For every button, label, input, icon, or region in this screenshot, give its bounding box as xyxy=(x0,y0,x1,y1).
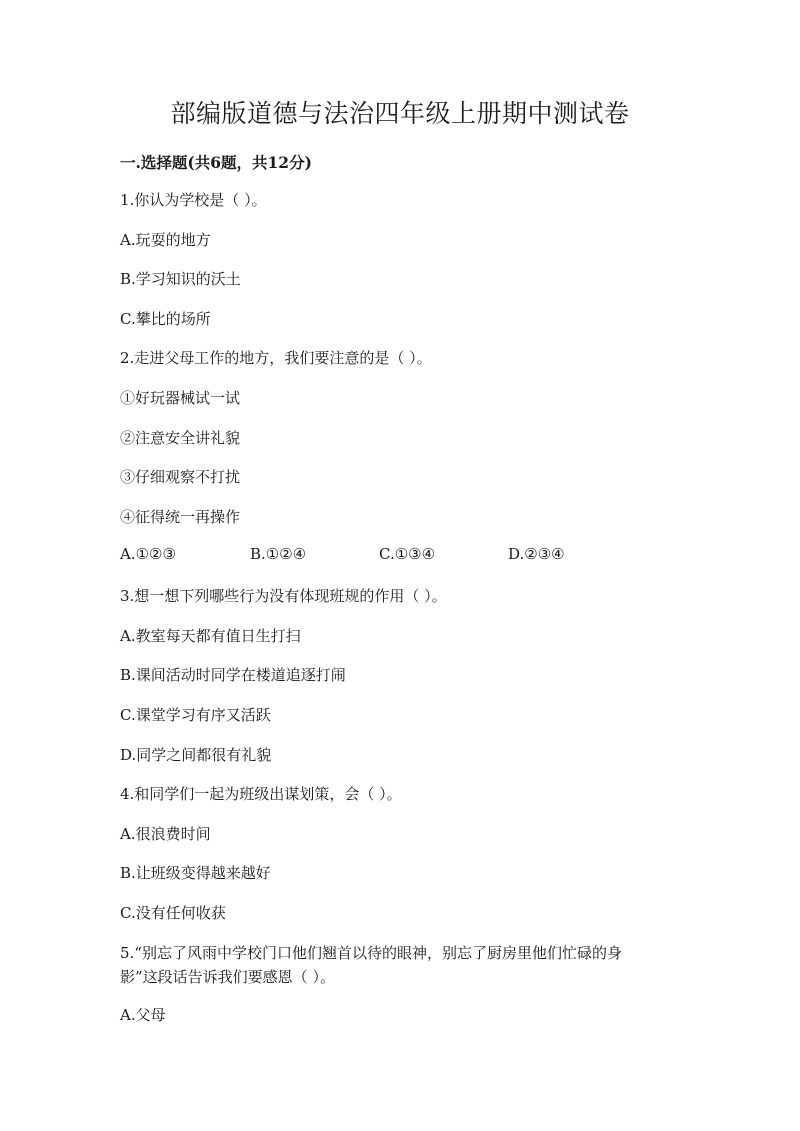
question-2-option-b: B.①②④ xyxy=(250,545,307,563)
question-2-item-4: ④征得统一再操作 xyxy=(120,508,241,526)
question-5-stem-line-2: 影”这段话告诉我们要感恩（ ）。 xyxy=(120,968,335,986)
question-1-option-b: B.学习知识的沃土 xyxy=(120,270,241,288)
question-2-options xyxy=(120,545,680,565)
question-4-option-a: A.很浪费时间 xyxy=(120,825,211,843)
question-3-option-d: D.同学之间都很有礼貌 xyxy=(120,746,272,764)
question-5-stem-line-1: 5.“别忘了风雨中学校门口他们翘首以待的眼神，别忘了厨房里他们忙碌的身 xyxy=(120,944,622,962)
question-1-option-a: A.玩耍的地方 xyxy=(120,231,211,249)
question-2-item-2: ②注意安全讲礼貌 xyxy=(120,429,241,447)
question-3-stem: 3.想一想下列哪些行为没有体现班规的作用（ ）。 xyxy=(120,587,447,605)
question-2-option-d: D.②③④ xyxy=(508,545,565,563)
question-3-option-a: A.教室每天都有值日生打扫 xyxy=(120,627,301,645)
question-4-option-c: C.没有任何收获 xyxy=(120,904,226,922)
question-2-option-a: A.①②③ xyxy=(120,545,176,563)
question-2-option-c: C.①③④ xyxy=(379,545,436,563)
question-1-stem: 1.你认为学校是（ ）。 xyxy=(120,191,267,209)
question-2-item-1: ①好玩器械试一试 xyxy=(120,389,241,407)
question-3-option-b: B.课间活动时同学在楼道追逐打闹 xyxy=(120,666,346,684)
question-2-stem: 2.走进父母工作的地方，我们要注意的是（ ）。 xyxy=(120,349,432,367)
question-1-option-c: C.攀比的场所 xyxy=(120,310,211,328)
section-heading: 一.选择题(共6题，共12分) xyxy=(120,153,312,172)
question-3-option-c: C.课堂学习有序又活跃 xyxy=(120,706,271,724)
question-4-stem: 4.和同学们一起为班级出谋划策，会（ ）。 xyxy=(120,785,402,803)
question-5-option-a: A.父母 xyxy=(120,1006,166,1024)
question-2-item-3: ③仔细观察不打扰 xyxy=(120,468,241,486)
question-4-option-b: B.让班级变得越来越好 xyxy=(120,864,271,882)
page-title: 部编版道德与法治四年级上册期中测试卷 xyxy=(170,99,630,128)
